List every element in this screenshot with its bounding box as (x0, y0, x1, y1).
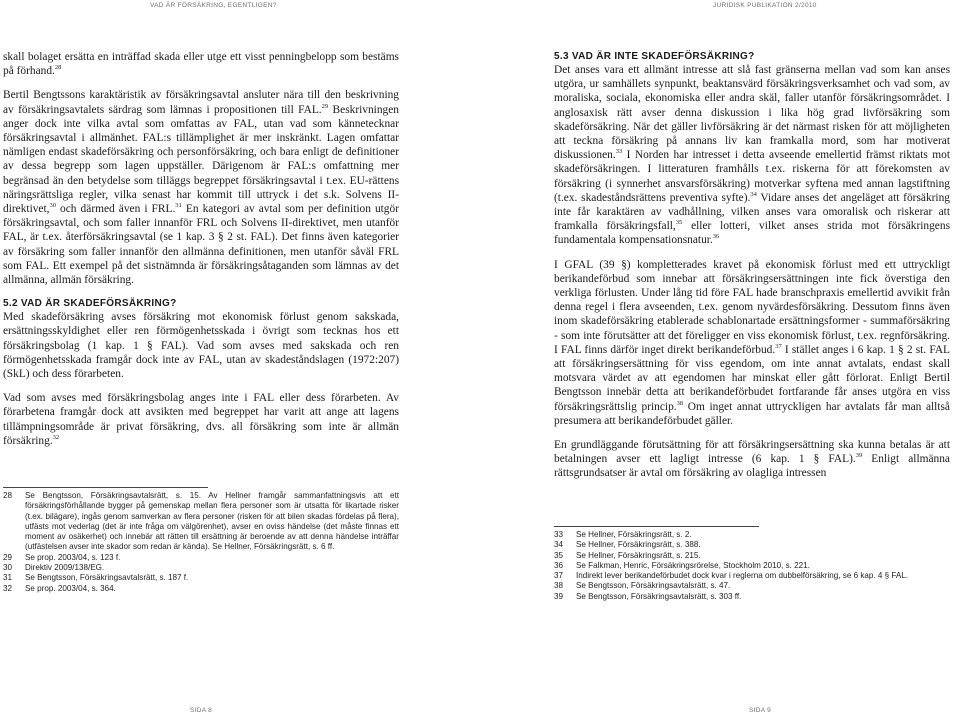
footnote-divider (3, 487, 208, 488)
footnote-text: Se Bengtsson, Försäkringsavtalsrätt, s. 15. Av Hellner framgår sammanfattningsvis att ett försäkringsförhållande bygger på gemenskap mellan flera personer som är utsatta för likartade risker (t.ex. bilägare), ingås genom samverkan av flera personer (risken för att bilen skadas fördelas på flera), utfästs mot vederlag (det är inte fråga om välgörenhet), avser en oviss händelse (det måste finnas ett moment av osäkerhet) och innebär att rätten till ersättning är beroende av att denna händelse inträffar (utfästelsen avser inte skador som redan är kända). Se Hellner, Försäkringsrätt, s. 6 ff. (25, 491, 399, 552)
footnote-ref[interactable]: 32 (52, 434, 60, 442)
page-number-left: SIDA 8 (190, 707, 213, 714)
footnote (554, 592, 950, 602)
footnote (3, 491, 399, 553)
footnote-text: Se Hellner, Försäkringsrätt, s. 215. (576, 550, 701, 560)
footnote-text: Se prop. 2003/04, s. 364. (25, 583, 116, 593)
paragraph: Det anses vara ett allmänt intresse att slå fast gränserna mellan vad som kan anses utgöra, ur samhällets synpunkt, beaktansvärd försäkringsverksamhet och vad som, av moraliska, sociala, ekonomiska eller andra skäl, faller utanför försäkringsområdet. I anglosaxisk rätt avser denna diskussion i lika hög grad livförsäkring som skadeförsäkring. När det gäller livförsäkring är det närmast risken för att möjligheten att teckna försäkring på annans liv kan framkalla mord, som har motiverat diskussionen.$^{33}$ I Norden har intresset i detta avseende emellertid främst riktats mot skadeförsäkringen. I litteraturen framhålls t.ex. riskerna för att förekomsten av försäkring (i synnerhet ansvarsförsäkring) motverkar syftena med annan lagstiftning (t.ex. skadeståndsrättens preventiva syfte).$^{34}$ Vidare anses det angeläget att försäkring inte får karaktären av vadhållning, vilken anses vara omoralisk och riskerar att framkalla försäkringsfall,$^{35}$ eller lotteri, vilket anses strida mot försäkringens fundamentala kompensationsnatur.$^{36}$ (554, 64, 950, 247)
section-heading: 5.2 VAD ÄR SKADEFÖRSÄKRING? (3, 298, 177, 310)
section-heading: 5.3 VAD ÄR INTE SKADEFÖRSÄKRING? (554, 51, 755, 62)
footnotes-left (3, 491, 399, 594)
paragraph: Vad som avses med försäkringsbolag anges inte i FAL eller dess förarbeten. Av förarbetena framgår dock att avsikten med begreppet har varit att ange att lagens tillämpningsområde är privat försäkring, dvs. all försäkring som inte är allmän försäkring.$^{32}$ (3, 392, 399, 447)
footnote-ref[interactable]: 31 (175, 202, 182, 210)
footnote (554, 551, 950, 561)
footnote (554, 581, 950, 591)
footnote-ref[interactable]: 34 (750, 191, 757, 199)
footnote (554, 561, 950, 571)
footnote-number: 33 (554, 530, 564, 539)
footnote-text: Se Hellner, Försäkringsrätt, s. 388. (576, 540, 701, 550)
footnote-number: 38 (554, 581, 564, 591)
left-column (3, 50, 399, 448)
footnote-text: Se Bengtsson, Försäkringsavtalsrätt, s. 303 ff. (576, 591, 742, 601)
paragraph: Bertil Bengtssons karaktäristik av försäkringsavtal ansluter nära till den beskrivning av försäkringsavtalets särdrag som lämnas i propositionen till FAL.$^{29}$ Beskrivningen anger dock inte vilka avtal som omfattas av FAL, utan vad som kännetecknar försäkringsavtal i allmänhet. FAL:s tillämplighet är mer inskränkt. Lagen omfattar nämligen endast skadeförsäkring och personförsäkring, och bara enligt de definitioner av dessa begrepp som lagen uppställer. Därigenom är FAL:s omfattning mer begränsad än den betydelse som tilläggs begreppet försäkringsavtal i t.ex. EU-rättens näringsrättsliga regler, vilka senast har kommit till uttryck i det s.k. Solvens II-direktivet,$^{30}$ och därmed även i FRL.$^{31}$ En kategori av avtal som per definition utgör försäkringsavtal, och som faller innanför FRL och Solvens II-direktivet, men utanför FAL, är t.ex. återförsäkringsavtal (se 1 kap. 3 § 2 st. FAL). Det finns även kategorier av försäkring som faller innanför den allmänna definitionen, men utanför såväl FRL som FAL. Ett exempel på det sistnämnda är försäkringsåtaganden som lämnas av det allmänna, allmän försäkring. (3, 89, 399, 287)
footnote-number: 29 (3, 552, 13, 562)
footnote (3, 563, 399, 573)
running-head-right: JURIDISK PUBLIKATION 2/2010 (713, 2, 817, 9)
footnote-text: Se Hellner, Försäkringsrätt, s. 2. (576, 530, 692, 539)
footnote (554, 571, 950, 581)
footnote-ref[interactable]: 29 (321, 102, 329, 110)
footnote-text: Se Falkman, Henric, Försäkringsrörelse, Stockholm 2010, s. 221. (576, 560, 810, 570)
footnote-number: 39 (554, 591, 564, 601)
footnote-ref[interactable]: 28 (54, 64, 62, 72)
footnote-number: 35 (554, 550, 564, 560)
footnote-text: Indirekt lever berikandeförbudet dock kvar i reglerna om dubbelförsäkring, se 6 kap. 4 § FAL. (576, 571, 909, 581)
footnote-ref[interactable]: 36 (712, 233, 720, 241)
footnote-ref[interactable]: 39 (855, 452, 863, 460)
footnote-number: 36 (554, 560, 564, 570)
footnote-text: Direktiv 2009/138/EG. (25, 563, 105, 573)
footnote-text: Se Bengtsson, Försäkringsavtalsrätt, s. 187 f. (25, 573, 189, 583)
footnote-number: 37 (554, 571, 564, 581)
footnote-divider (554, 526, 759, 527)
footnote (554, 540, 950, 550)
footnote (3, 584, 399, 594)
footnote (554, 530, 950, 540)
footnote-ref[interactable]: 38 (676, 399, 684, 407)
footnote-ref[interactable]: 30 (49, 202, 56, 210)
right-column (554, 50, 950, 481)
paragraph: skall bolaget ersätta en inträffad skada eller utge ett visst penningbelopp som bestäms på förhand.$^{28}$ (3, 51, 399, 78)
footnote-number: 31 (3, 573, 13, 583)
footnote-ref[interactable]: 33 (615, 148, 623, 156)
footnote-text: Se Bengtsson, Försäkringsavtalsrätt, s. 47. (576, 581, 731, 591)
footnotes-right (554, 530, 950, 602)
footnote-number: 30 (3, 563, 13, 573)
running-head-left: VAD ÄR FÖRSÄKRING, EGENTLIGEN? (150, 2, 277, 9)
footnote (3, 553, 399, 563)
footnote-ref[interactable]: 37 (775, 343, 782, 351)
footnote-ref[interactable]: 35 (675, 219, 683, 227)
footnote-text: Se prop. 2003/04, s. 123 f. (25, 552, 121, 562)
paragraph: En grundläggande förutsättning för att försäkringsersättning ska kunna betalas är att betalningen avser ett lagligt intresse (6 kap. 1 § FAL).$^{39}$ Enligt allmänna rättsgrundsatser är avtal om försäkring av olagliga intressen (554, 439, 950, 480)
page-number-right: SIDA 9 (749, 707, 772, 714)
paragraph: I GFAL (39 §) kompletterades kravet på ekonomisk förlust med ett uttryckligt berikandeförbud som innebar att försäkringsersättningen inte fick överstiga den verkliga förlusten. Under lång tid före FAL hade branschpraxis emellertid avvikit från denna regel i flera avseenden, t.ex. genom nyvärdesförsäkring. Dessutom finns även inom skadeförsäkring etablerade schablonartade ersättningsformer - summaförsäkring - som inte förutsätter att det föreligger en viss ekonomisk förlust, t.ex. regnförsäkring. I FAL finns därför inget direkt berikandeförbud.$^{37}$ I stället anges i 6 kap. 1 § 2 st. FAL att försäkringsersättning för viss egendom, om inte annat avtalats, endast skall motsvara värdet av att egendomen har minskat eller gått förlorat. Enligt Bertil Bengtsson innebär detta att berikandeförbudet fortfarande får anses utgöra en viss försäkringsrättslig princip.$^{38}$ Om inget annat uttryckligen har avtalats får man alltså presumera att berikandeförbudet gäller. (554, 258, 951, 427)
footnote (3, 573, 399, 583)
footnote-number: 34 (554, 540, 564, 550)
paragraph: Med skadeförsäkring avses försäkring mot ekonomisk förlust genom sakskada, ersättningsskyldighet eller ren förmögenhetsskada i övrigt som tecknas hos ett försäkringsbolag (1 kap. 1 § FAL). Vad som avses med sakskada och ren förmögenhetsskada framgår dock inte av FAL, utan av skadeståndslagen (1972:207) (SkL) och dess förarbeten. (3, 311, 399, 381)
footnote-number: 32 (3, 583, 13, 593)
footnote-number: 28 (3, 491, 13, 500)
